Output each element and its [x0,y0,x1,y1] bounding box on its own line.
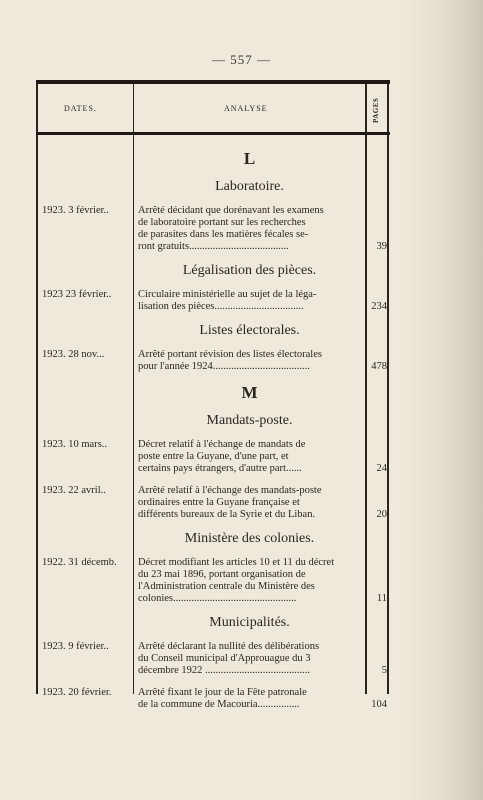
index-table [36,80,390,710]
entry-description [138,485,364,521]
page-fold-shadow [403,0,483,800]
entry-description-line: différents bureaux de la Syrie et du Liban. [138,509,316,520]
table-pages-right-rule [387,84,389,694]
entry-date: 1923. 28 nov... [42,349,105,360]
page-number: — 557 — [212,52,271,67]
entry-description-line: de la commune de Macouria................ [138,699,300,710]
entry-description-line: Décret relatif à l'échange de mandats de [138,439,306,450]
section-heading: Laboratoire. [215,179,284,194]
entry-page: 478 [371,361,387,372]
entry-description-line: du 23 mai 1896, portant organisation de [138,569,306,580]
entry-page: 234 [371,301,387,312]
entry-page: 39 [376,241,387,252]
section-heading: Ministère des colonies. [184,531,315,546]
header-pages: PAGES [372,97,380,123]
entry-page: 20 [376,509,387,520]
entry-description-line: de parasites dans les matières fécales se- [138,229,309,240]
entry-date: 1923 23 février.. [42,289,112,300]
entry-page: 11 [376,593,387,604]
entry-description [138,289,364,313]
entry-description-line: poste entre la Guyane, d'une part, et [138,451,289,462]
header-analyse: ANALYSE [224,104,268,113]
section-letter: L [243,149,256,168]
entry-date: 1923. 9 février.. [42,641,109,652]
entry-date: 1923. 3 février.. [42,205,109,216]
entry-date: 1923. 20 février. [42,687,112,698]
entry-description [138,557,364,605]
entry-description-line: certains pays étrangers, d'autre part...... [138,463,302,474]
entry-description-line: décembre 1922 ........................................ [138,665,311,676]
entry-page: 5 [381,665,387,676]
entry-description-line: du Conseil municipal d'Approuague du 3 [138,653,311,664]
entry-description-line: lisation des pièces.................................. [138,301,304,312]
entry-description [138,205,364,253]
entry-description [138,349,364,373]
entry-description [138,439,364,475]
entry-date: 1923. 10 mars.. [42,439,108,450]
entry-description-line: Arrêté fixant le jour de la Fête patronale [138,687,307,698]
entry-description-line: Arrêté relatif à l'échange des mandats-poste [138,485,322,496]
section-letter: M [241,383,258,402]
entry-description-line: Arrêté portant révision des listes électorales [138,349,322,360]
entry-description-line: de laboratoire portant sur les recherches [138,217,306,228]
section-heading: Mandats-poste. [206,413,293,428]
section-heading: Légalisation des pièces. [182,263,317,278]
entry-page: 104 [371,699,387,710]
entry-description-line: l'Administration centrale du Ministère des [138,581,315,592]
entry-description-line: Circulaire ministérielle au sujet de la léga- [138,289,317,300]
entry-description [138,641,364,677]
section-heading: Listes électorales. [199,323,300,338]
entry-description-line: pour l'année 1924..................................... [138,361,310,372]
entry-description-line: Arrêté décidant que dorénavant les examens [138,205,324,216]
entry-description-line: ordinaires entre la Guyane française et [138,497,300,508]
table-left-rule [36,84,38,694]
entry-description-line: Arrêté déclarant la nullité des délibérations [138,641,320,652]
entry-page: 24 [376,463,387,474]
entry-date: 1923. 22 avril.. [42,485,106,496]
table-header [36,84,390,135]
entry-description-line: colonies............................................... [138,593,297,604]
header-dates: DATES. [64,104,97,113]
entry-description-line: Décret modifiant les articles 10 et 11 du décret [138,557,335,568]
entry-description-line: ront gratuits...................................... [138,241,289,252]
section-heading: Municipalités. [209,615,290,630]
entry-date: 1922. 31 décemb. [42,557,117,568]
entry-description [138,687,364,711]
